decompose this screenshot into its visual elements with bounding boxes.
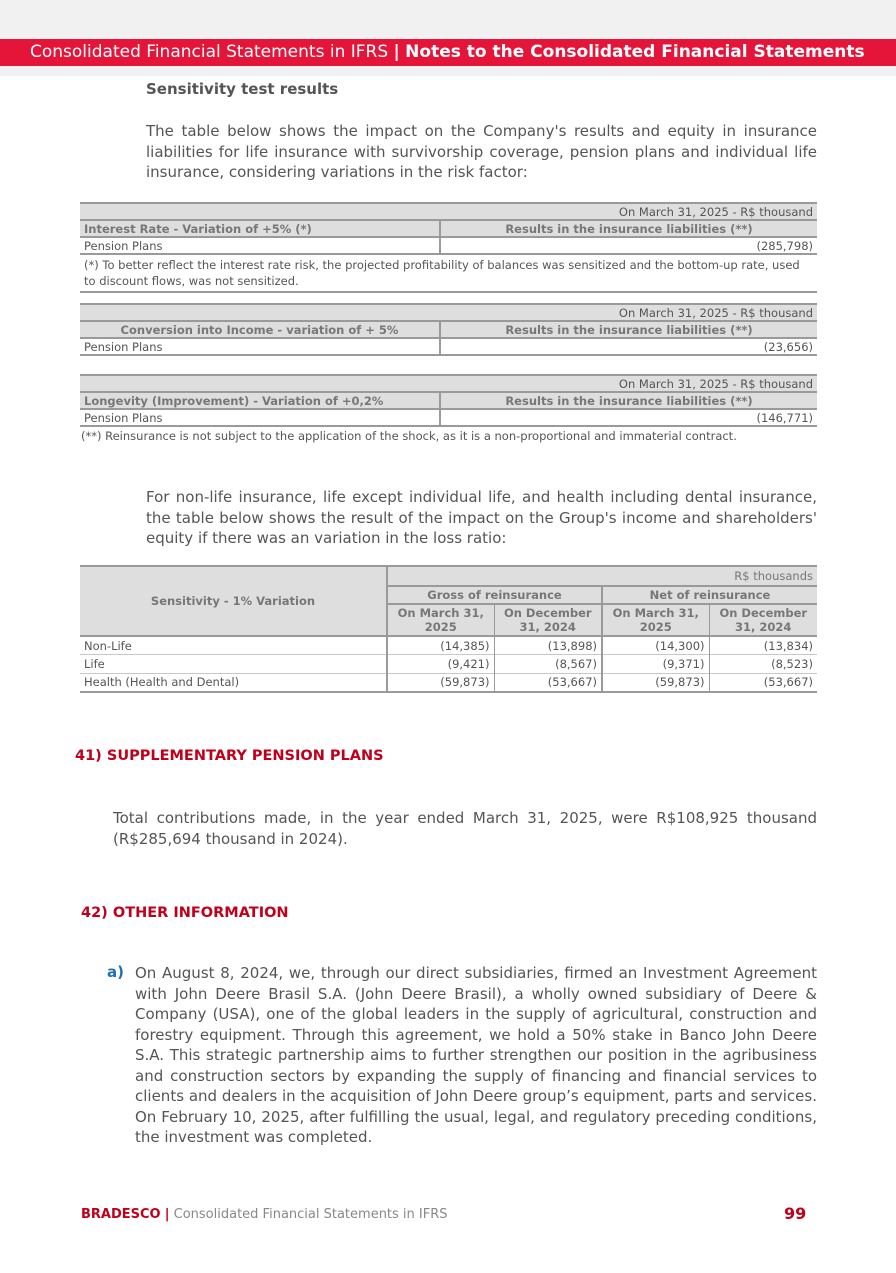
section-41-heading (75, 748, 384, 764)
table-row (80, 673, 817, 692)
cell-value: (9,371) (602, 655, 709, 674)
row-label: Life (80, 655, 387, 674)
row-value: (146,771) (440, 409, 817, 426)
cell-value: (53,667) (763, 675, 813, 689)
sensitivity-intro: The table below shows the impact on the Company's results and equity in insurance liabilities for life insurance with survivorship coverage, pension plans and individual life insurance, considering variations in the risk factor: (146, 122, 817, 181)
sensitivity-header: Sensitivity - 1% Variation (80, 566, 387, 636)
cell-value: (8,523) (771, 656, 813, 671)
row-label: Non-Life (80, 636, 387, 655)
table-footnote: (*) To better reflect the interest rate risk, the projected profitability of balances was sensitized and the bottom-up rate, used to discount flows, was not sensitized. (80, 254, 817, 292)
table-units: On March 31, 2025 - R$ thousand (80, 375, 817, 392)
section-number: 41) (75, 748, 102, 764)
loss-ratio-table (80, 565, 817, 693)
row-label: Pension Plans (80, 409, 440, 426)
section-41-text: Total contributions made, in the year ended March 31, 2025, were R$108,925 thousand (R$285,694 thousand in 2024). (113, 809, 817, 848)
footer-text: Consolidated Financial Statements in IFRS (173, 1207, 448, 1222)
conversion-table (80, 303, 817, 356)
row-value: (23,656) (440, 338, 817, 355)
col-header: Results in the insurance liabilities (**) (440, 321, 817, 338)
date-header: On December 31, 2024 (709, 604, 817, 636)
row-label: Pension Plans (80, 338, 440, 355)
date-header: On December 31, 2024 (494, 604, 602, 636)
header-underband (0, 66, 896, 76)
table-row (80, 636, 817, 655)
cell-value: (9,421) (387, 655, 494, 674)
header-left: Consolidated Financial Statements in IFRS (30, 42, 389, 62)
cell-value: (8,567) (494, 655, 602, 674)
page-number: 99 (784, 1204, 807, 1223)
table-units: R$ thousands (387, 566, 817, 586)
col-header: Results in the insurance liabilities (**) (440, 220, 817, 237)
cell-value: (14,300) (602, 636, 709, 655)
nonlife-intro: For non-life insurance, life except individual life, and health including dental insurance, the table below shows the result of the impact on the Group's income and shareholders' equity if there was an variation in the loss ratio: (146, 488, 817, 547)
col-header: Longevity (Improvement) - Variation of +0,2% (80, 392, 440, 409)
cell-value: (13,834) (763, 638, 813, 653)
cell-value: (13,898) (494, 636, 602, 655)
group-header-net: Net of reinsurance (602, 586, 817, 604)
list-item-text: On August 8, 2024, we, through our direct subsidiaries, firmed an Investment Agreement with John Deere Brasil S.A. (John Deere Brasil), a wholly owned subsidiary of Deere & Company (USA), one of the global leaders in the supply of agricultural, construction and forestry equipment. Through this agreement, we hold a 50% stake in Banco John Deere S.A. This strategic partnership aims to further strengthen our position in the agribusiness and construction sectors by expanding the supply of financing and financial services to clients and dealers in the acquisition of John Deere group’s equipment, parts and services. On February 10, 2025, after fulfilling the usual, legal, and regulatory preceding conditions, the investment was completed. (135, 964, 817, 1146)
list-item-marker: a) (107, 963, 124, 981)
cell-value: (14,385) (387, 636, 494, 655)
group-header-gross: Gross of reinsurance (387, 586, 602, 604)
table-units: On March 31, 2025 - R$ thousand (80, 304, 817, 321)
cell-value: (53,667) (494, 673, 602, 692)
section-title: OTHER INFORMATION (112, 905, 289, 921)
footer-separator: | (164, 1207, 170, 1222)
row-value: (285,798) (440, 237, 817, 254)
reinsurance-footnote: (**) Reinsurance is not subject to the application of the shock, as it is a non-proportional and immaterial contract. (81, 429, 737, 443)
footer-brand: BRADESCO (81, 1207, 161, 1222)
section-number: 42) (81, 905, 108, 921)
row-label: Pension Plans (80, 237, 440, 254)
header-separator: | (393, 42, 400, 62)
page-footer (81, 1207, 448, 1222)
cell-value: (59,873) (387, 673, 494, 692)
section-42-heading (81, 905, 289, 921)
col-header: Interest Rate - Variation of +5% (*) (80, 220, 440, 237)
date-header: On March 31, 2025 (387, 604, 494, 636)
cell-value: (59,873) (602, 673, 709, 692)
col-header: Conversion into Income - variation of + 5% (80, 321, 440, 338)
page-header (0, 39, 896, 66)
table-units: On March 31, 2025 - R$ thousand (80, 203, 817, 220)
section-title: SUPPLEMENTARY PENSION PLANS (106, 748, 384, 764)
header-right: Notes to the Consolidated Financial Statements (405, 42, 865, 62)
table-row (80, 655, 817, 674)
date-header: On March 31, 2025 (602, 604, 709, 636)
longevity-table (80, 374, 817, 427)
row-label: Health (Health and Dental) (80, 673, 387, 692)
top-margin (0, 0, 896, 39)
sensitivity-title: Sensitivity test results (146, 80, 339, 98)
interest-rate-table (80, 202, 817, 293)
col-header: Results in the insurance liabilities (**) (440, 392, 817, 409)
